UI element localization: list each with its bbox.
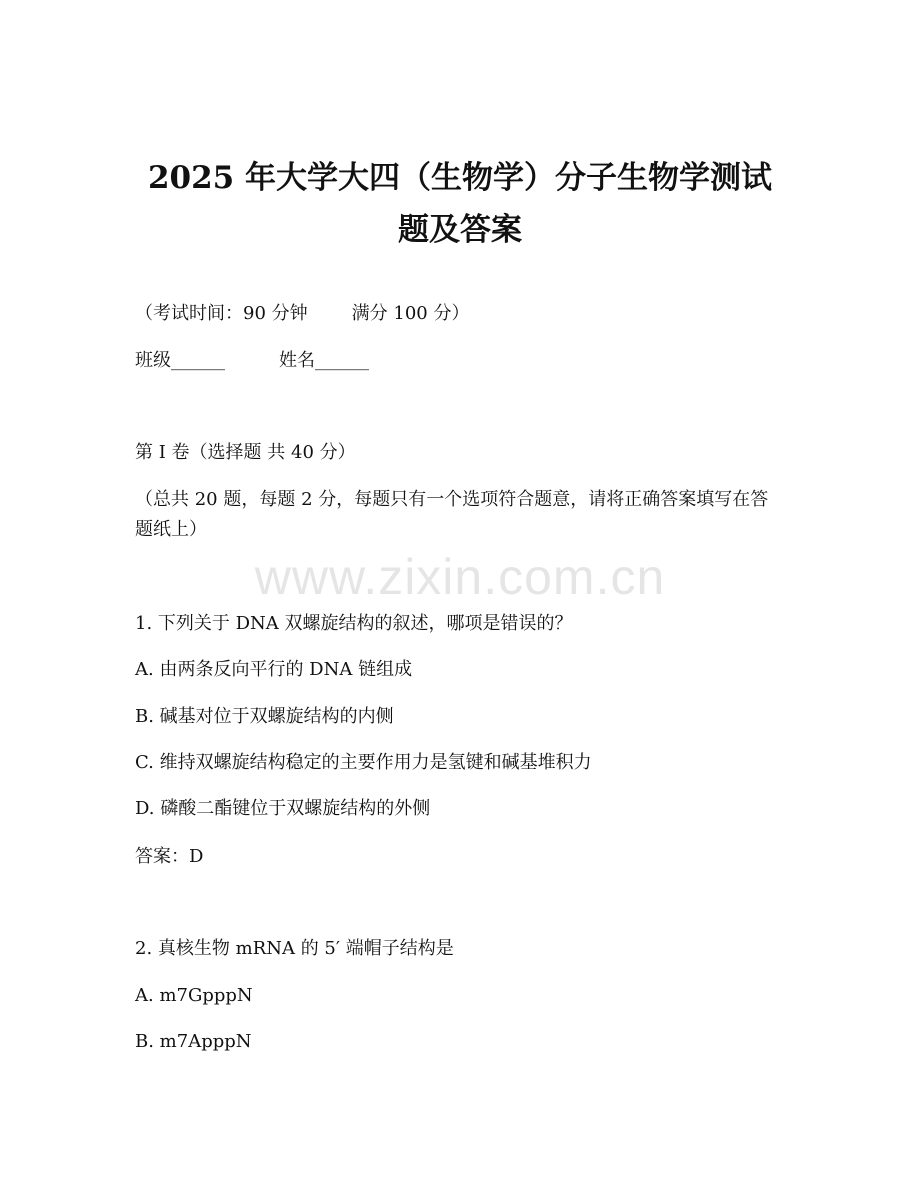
class-field: 班级______ bbox=[135, 350, 225, 371]
watermark: www.zixin.com.cn bbox=[254, 549, 666, 605]
question-1-option-b: B. 碱基对位于双螺旋结构的内侧 bbox=[135, 706, 394, 727]
question-2-stem: 2. 真核生物 mRNA 的 5′ 端帽子结构是 bbox=[135, 938, 454, 959]
section-instructions: （总共 20 题，每题 2 分，每题只有一个选项符合题意，请将正确答案填写在答题纸上） bbox=[135, 489, 769, 540]
student-fields bbox=[135, 349, 369, 373]
exam-score: 满分 100 分） bbox=[351, 303, 470, 324]
question-2-option-b: B. m7ApppN bbox=[135, 1031, 252, 1052]
name-field: 姓名______ bbox=[279, 350, 369, 371]
section-heading: 第 I 卷（选择题 共 40 分） bbox=[135, 442, 356, 463]
question-1-answer: 答案：D bbox=[135, 846, 204, 867]
exam-time: （考试时间：90 分钟 bbox=[135, 303, 308, 324]
question-1-option-d: D. 磷酸二酯键位于双螺旋结构的外侧 bbox=[135, 798, 431, 819]
page-title bbox=[90, 152, 830, 256]
title-line-1: 2025 年大学大四（生物学）分子生物学测试 bbox=[147, 160, 773, 196]
question-1-stem: 1. 下列关于 DNA 双螺旋结构的叙述，哪项是错误的？ bbox=[135, 613, 573, 634]
question-1-option-c: C. 维持双螺旋结构稳定的主要作用力是氢键和碱基堆积力 bbox=[135, 752, 592, 773]
title-line-2: 题及答案 bbox=[398, 212, 522, 248]
question-1-option-a: A. 由两条反向平行的 DNA 链组成 bbox=[135, 659, 413, 680]
exam-info bbox=[135, 302, 469, 326]
question-2-option-a: A. m7GpppN bbox=[135, 985, 253, 1006]
